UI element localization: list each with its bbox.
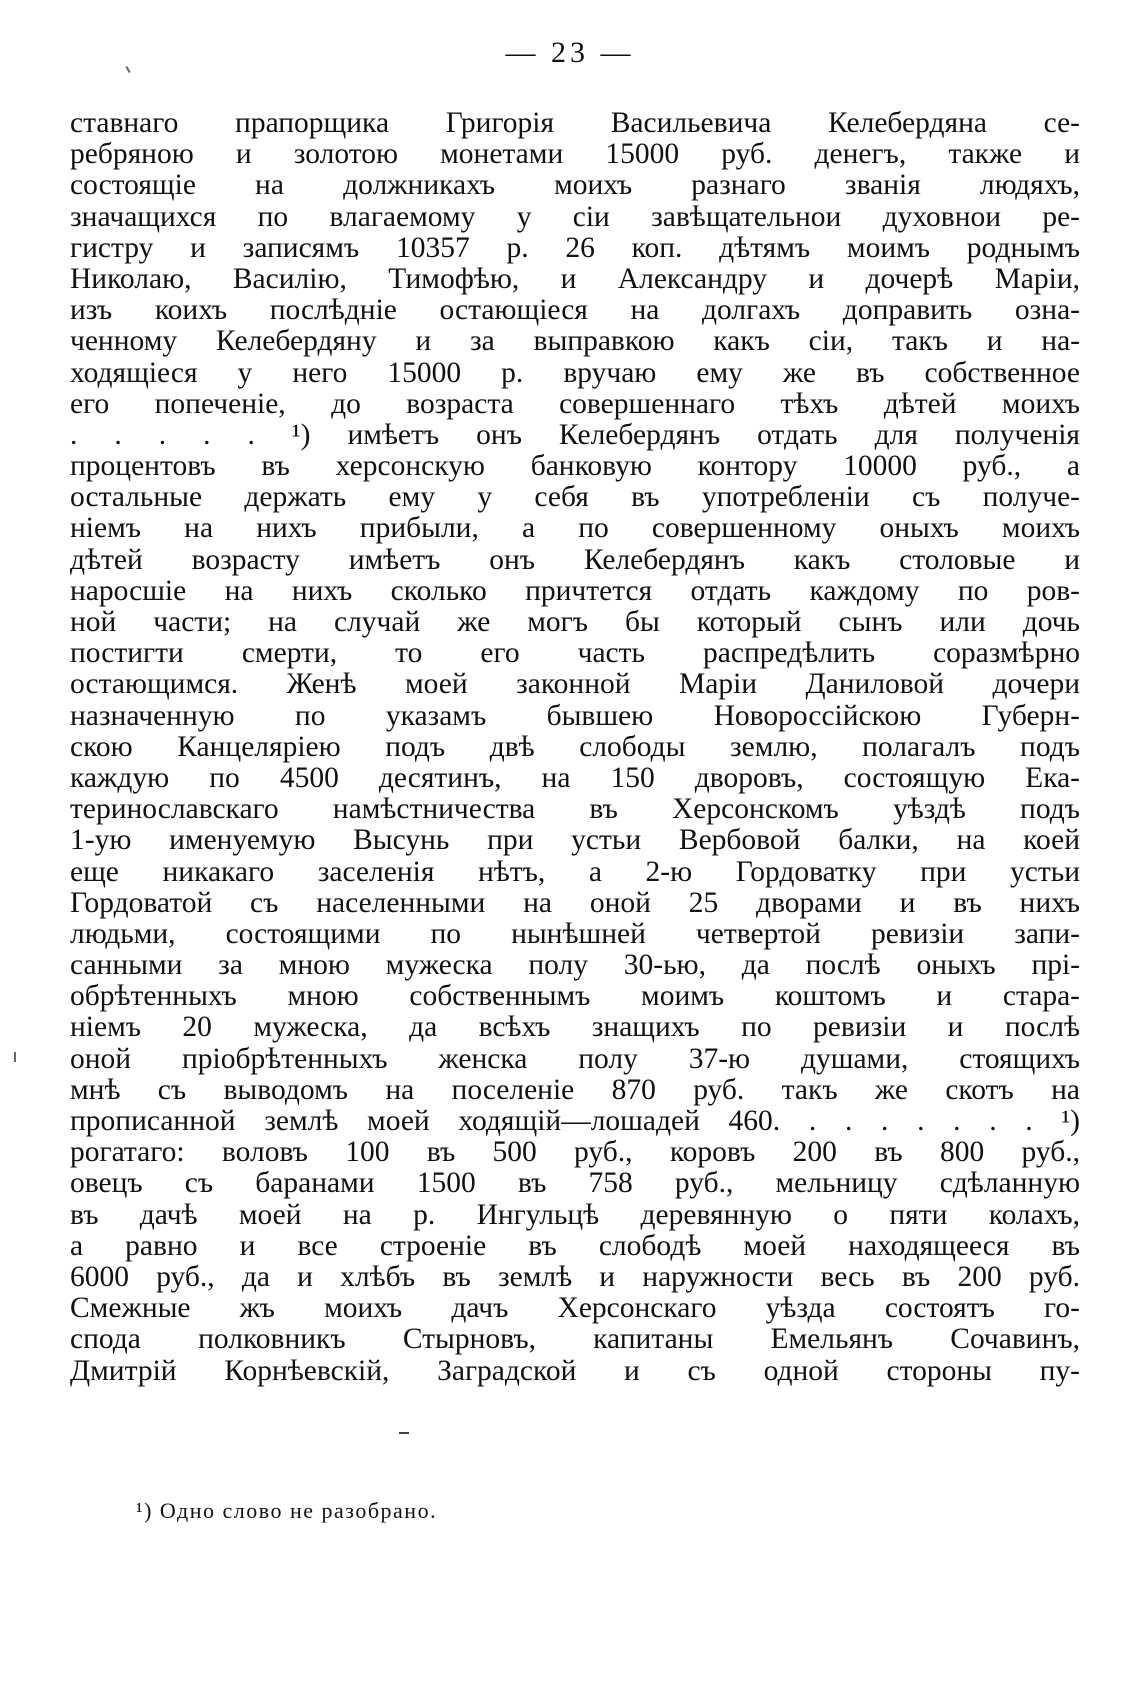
text-line: процентовъ въ херсонскую банковую контору 10000 руб., а [70, 451, 1080, 483]
text-line: остающимся. Женѣ моей законной Маріи Даниловой дочери [70, 669, 1080, 701]
text-line: еще никакаго заселенія нѣтъ, а 2-ю Гордоватку при устьи [70, 856, 1080, 888]
text-line: наросшіе на нихъ сколько причтется отдать каждому по ров- [70, 575, 1080, 607]
text-line: а равно и все строеніе въ слободѣ моей находящееся въ [70, 1230, 1080, 1262]
text-line: мнѣ съ выводомъ на поселеніе 870 руб. такъ же скотъ на [70, 1074, 1080, 1106]
text-line: овецъ съ баранами 1500 въ 758 руб., мельницу сдѣланную [70, 1168, 1080, 1200]
text-line: скою Канцеляріею подъ двѣ слободы землю, полагалъ подъ [70, 731, 1080, 763]
text-line: постигти смерти, то его часть распредѣлить соразмѣрно [70, 638, 1080, 670]
footnote: ¹) Одно слово не разобрано. [136, 1498, 438, 1523]
text-line: 6000 руб., да и хлѣбъ въ землѣ и наружности весь въ 200 руб. [70, 1261, 1080, 1293]
text-line: дѣтей возрасту имѣетъ онъ Келебердянъ какъ столовые и [70, 544, 1080, 576]
text-line: каждую по 4500 десятинъ, на 150 дворовъ, состоящую Ека- [70, 762, 1080, 794]
body-text [70, 108, 1080, 1387]
text-line: Смежные жъ моихъ дачъ Херсонскаго уѣзда состоятъ го- [70, 1293, 1080, 1325]
text-line: ходящіеся у него 15000 р. вручаю ему же въ собственное [70, 357, 1080, 389]
text-line: назначенную по указамъ бывшею Новороссійскою Губерн- [70, 700, 1080, 732]
text-line: . . . . . ¹) имѣетъ онъ Келебердянъ отдать для полученія [70, 419, 1080, 451]
text-line: въ дачѣ моей на р. Ингульцѣ деревянную о пяти колахъ, [70, 1199, 1080, 1231]
text-line: обрѣтенныхъ мною собственнымъ моимъ коштомъ и стара- [70, 981, 1080, 1013]
text-line: ребряною и золотою монетами 15000 руб. денегъ, также и [70, 139, 1080, 171]
text-line: состоящіе на должникахъ моихъ разнаго званія людяхъ, [70, 170, 1080, 202]
text-line: изъ коихъ послѣдніе остающіеся на долгахъ доправить озна- [70, 295, 1080, 327]
text-line: Николаю, Василію, Тимофѣю, и Александру и дочерѣ Маріи, [70, 263, 1080, 295]
text-line: остальные держать ему у себя въ употребленіи съ получе- [70, 482, 1080, 514]
margin-mark [14, 1052, 16, 1062]
page-number: — 23 — [505, 36, 635, 69]
text-line: спода полковникъ Стырновъ, капитаны Емельянъ Сочавинъ, [70, 1324, 1080, 1356]
text-line: значащихся по влагаемому у сіи завѣщательнои духовнои ре- [70, 201, 1080, 233]
text-line: гистру и записямъ 10357 р. 26 коп. дѣтямъ моимъ роднымъ [70, 232, 1080, 264]
text-line: оной пріобрѣтенныхъ женска полу 37-ю душами, стоящихъ [70, 1043, 1080, 1075]
text-line: теринославскаго намѣстничества въ Херсонскомъ уѣздѣ подъ [70, 794, 1080, 826]
text-line: ставнаго прапорщика Григорія Васильевича Келебердяна се- [70, 108, 1080, 139]
text-line: ніемъ на нихъ прибыли, а по совершенному оныхъ моихъ [70, 513, 1080, 545]
text-line: ной части; на случай же могъ бы который сынъ или дочь [70, 607, 1080, 638]
text-line: его попеченіе, до возраста совершеннаго тѣхъ дѣтей моихъ [70, 388, 1080, 420]
text-line: Гордоватой съ населенными на оной 25 дворами и въ нихъ [70, 887, 1080, 919]
text-line: рогатаго: воловъ 100 въ 500 руб., коровъ 200 въ 800 руб., [70, 1137, 1080, 1169]
text-line: ченному Келебердяну и за выправкою какъ сіи, такъ и на- [70, 326, 1080, 358]
divider [399, 1432, 409, 1434]
text-line: ніемъ 20 мужеска, да всѣхъ знащихъ по ревизіи и послѣ [70, 1012, 1080, 1044]
text-line: санными за мною мужеска полу 30-ью, да послѣ оныхъ прі- [70, 950, 1080, 982]
text-line: Дмитрій Корнѣевскій, Заградской и съ одной стороны пу- [70, 1355, 1080, 1387]
text-line: 1-ую именуемую Высунь при устьи Вербовой балки, на коей [70, 825, 1080, 857]
text-line: прописанной землѣ моей ходящій—лошадей 460. . . . . . . . ¹) [70, 1106, 1080, 1137]
text-line: людьми, состоящими по нынѣшней четвертой ревизіи запи- [70, 918, 1080, 950]
